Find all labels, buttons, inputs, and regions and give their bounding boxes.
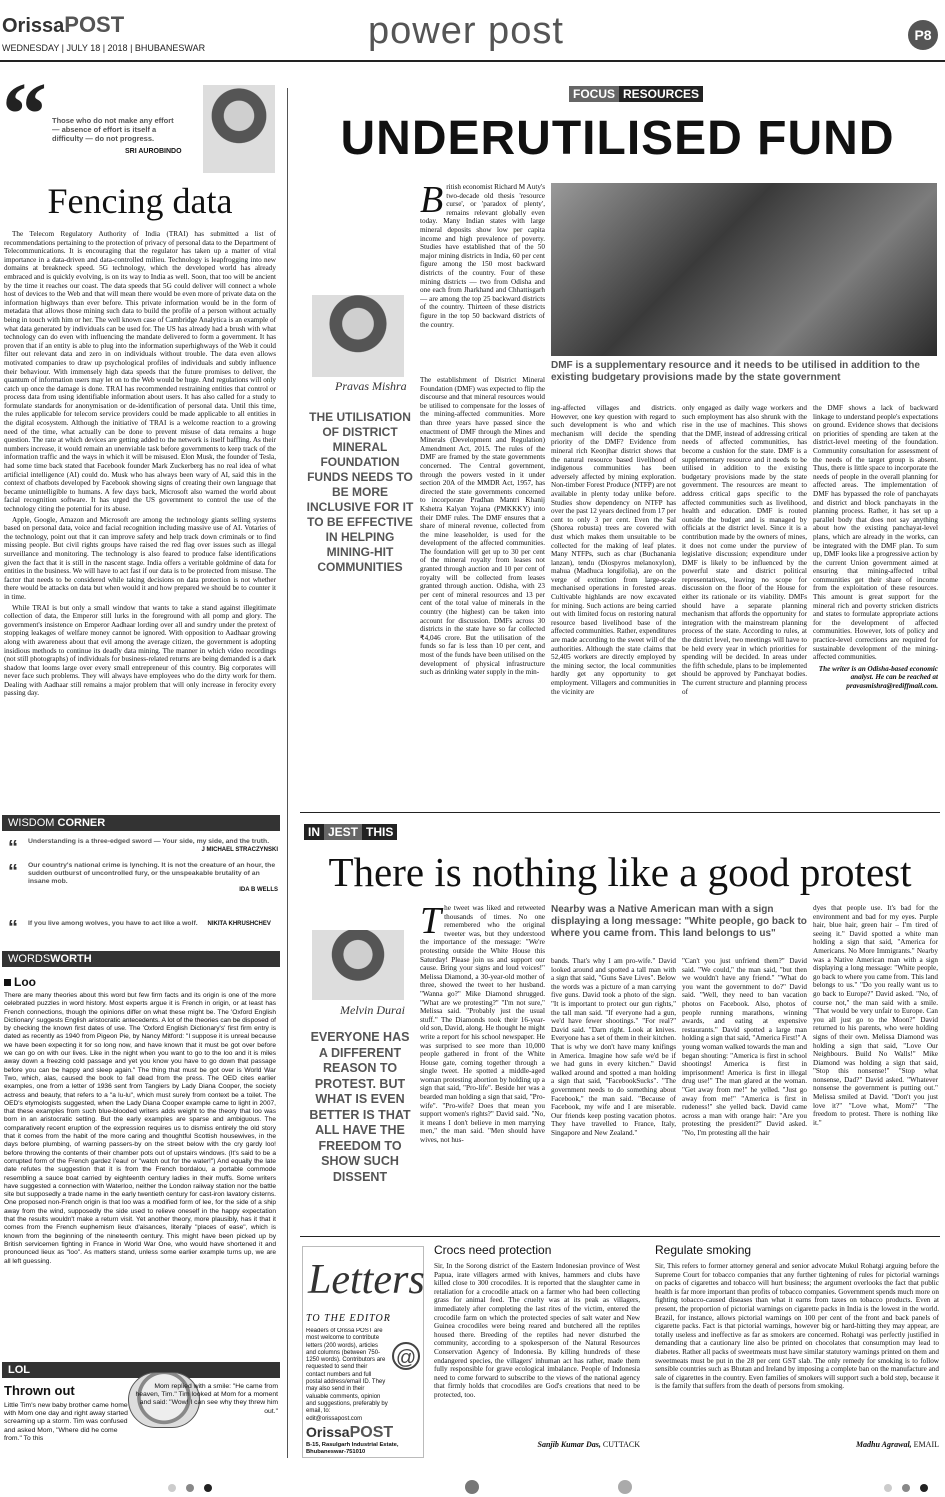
letter-2-sign [655, 1440, 939, 1449]
quote-mark: “ [2, 65, 47, 164]
letters-logo-2 [306, 1422, 424, 1442]
kicker-focus: FOCUS [569, 86, 619, 102]
author-note: The writer is an Odisha-based economic analyst. He can be reached at pravasmishra@rediffmail.com. [818, 664, 938, 690]
focus-intro-text: ritish economist Richard M Auty's two-decade old thesis 'resource curse', or 'paradox of plenty', remains relevant globally even today. Many Indian states with large mineral deposits show low per capita income and high prevalence of poverty. Studies have established that of the 50 major mining districts in India, 60 per cent figure among the 150 most backward districts of the country. Four of these mining districts — two from Odisha and one each from Jharkhand and Chhattisgarh — are among the top 25 backward districts of the country. Thirteen of these districts figure in the top 50 backward districts of the country. [420, 183, 545, 329]
registration-mark [884, 1484, 892, 1492]
dropcap: B [420, 183, 444, 221]
section-title: power post [368, 10, 564, 52]
focus-col-4-text: the DMF shows a lack of backward linkage to understand people's expectations on ground. Evidence shows that decisions on priorities of spending are taken at the district-level meeting of the foundation. Community consultation for assessment of the needs of the target group is absent. Thus, there is little space to incorporate the needs of people in the overall planning for affected areas. The implementation of DMF has bypassed the role of panchayats and district and block panchayats in the planning process. Rather, it has set up a parallel body that does not say anything about how the existing panchayat-level plans, which are already in the works, can be integrated with the DMF plan. To sum up, DMF looks like a progressive action by the current Union government aimed at ensuring that mining-affected tribal communities get their share of income from the exploitation of these resources. This amount is great support for the mineral rich and poverty stricken districts and states to formulate appropriate actions for the development of affected communities. However, lots of policy and practice-level corrections are required for sustainable development of the mining-affected communities. [813, 404, 938, 662]
letter-2-body: Sir, This refers to former attorney general and senior advocate Mukul Rohatgi arguing before the Supreme Court for tobacco companies that any further tightening of rules for pictorial warnings on packs of cigarettes and tobacco will hurt business; the argument overlooks the fact that public health is far more important than profits of tobacco companies. Government spends much more on fighting tobacco-caused diseases than what it earns from taxes on tobacco products. Even at present, the proportion of pictorial warnings on cigarette packs in India is the lowest in the world. Brazil, for instance, allows pictorial warnings on 100 per cent of the front and back panels of cigarette packs. Fact is that pictorial warnings, however big or hard-hitting they may appear, are totally useless and ineffective as far as smokers are concerned. Rohatgi was perfectly justified in demanding that a cautionary line also be printed on chocolates that consumption may lead to diabetes. Rather all packs of sweetmeats must have similar statutory warnings printed on them and sweetmeats must be put in the 28 per cent GST slab. The only remedy for smoking is to follow sensible countries such as Bhutan and Ireland by imposing a complete ban on the manufacture and sale of cigarettes in the country. Even families of smokers will support such a bold step, because it is the family that suffers from the death of persons from smoking. [655, 1262, 939, 1391]
focus-kicker [569, 86, 703, 102]
aurobindo-portrait [203, 85, 275, 173]
letters-info: Readers of Orissa POST are most welcome to contribute letters (200 words), articles and columns (between 750-1250 words). Contributors are requested to send their contact numbers and full postal address/email ID. They may also send in their valuable comments, opinion and suggestions, preferably by email, to: edit@orissapost.com [306, 1328, 388, 1422]
focus-col-2: ing-affected villages and districts. However, one key question with regard to such development is who and which mechanism will decide the spending priority of the DMF? Evidence from mineral rich Keonjhar district shows that the natural resource based livelihood of indigenous communities has been adversely affected by mining exploration. Non-timber Forest Produce (NTFP) are not available in plenty today unlike before. Studies show dependency on NTFP has over the past 12 years declined from 17 per cent to only 3 per cent. Even the Sal (Shorea robusta) trees are covered with dust which makes them unsuitable to be collected for the making of leaf plates. Many NTFPs, such as char (Buchanania lanzan), tendu (Diospyros melanoxylon), mahua (Madhuca longifolia), are on the verge of extinction from large-scale mechanised operations in forested areas. Cultivable highlands are now excavated for mining. Such actions are being carried out with limited focus on restoring natural resource based livelihood base of the affected communities. Rather, expenditures are made according to the sweet will of the authorities. Although the state claims that 52,405 workers are directly employed by the mining sector, the local communities hardly get any opportunity to get employment. Villagers and communities in the vicinity are [551, 404, 676, 696]
lol-body-2: Mom replied with a smile: "He came from heaven, Tim." Tim looked at Mom for a moment and said: "Wow! I can see why they threw him out." [135, 1383, 278, 1415]
masthead-logo [2, 12, 162, 38]
injest-deck: Nearby was a Native American man with a sign displaying a long message: "White people, go back to where you came from. This land belongs to us" [551, 904, 807, 939]
letter-1-body: Sir, In the Sorong district of the Eastern Indonesian province of West Papua, irate villagers armed with knives, hammers and clubs have killed close to 300 crocodiles. It is reported that the slaughter came in retaliation for a crocodile attack on a farmer who had been collecting grass for animal feed. The cruelty was at its peak as villagers, immediately after completing the last rites of the victim, entered the crocodile farm on which the protected species of salt water and New Guinea crocodiles were being reared and butchered all the reptiles housed there. Breeding of the reptiles had never disturbed the community, according to a spokesperson of the Natural Resources Conservation Agency of Indonesia. By killing hundreds of these endangered species, the villagers' inhuman act has rather, made them fully responsible for grave ecological imbalance. People of Indonesia need to come forward to subscribe to the views of the national agency that firmly holds that crocodiles are God's creations that need to be protected, too. [434, 1262, 640, 1399]
registration-mark [618, 1480, 632, 1494]
wordsworth-header-b: WORTH [50, 953, 92, 965]
letter-1-place: CUTTACK [602, 1440, 640, 1449]
section-rule [300, 1236, 940, 1237]
focus-headline: UNDERUTILISED FUND [340, 112, 895, 165]
injest-col-1-text: he tweet was liked and retweeted thousands of times. No one remembered who the original tweeter was, but they understood the importance of the message: "We're protesting outside the White House this Saturday! Please join us and support our cause. Bring your signs and loud voices!" Melissa Diamond, a 30-year-old mother of three, showed the tweet to her husband. "Wanna go?" Mike Diamond shrugged. "What are we protesting?" "I'm not sure," Melissa said. "Probably just the usual stuff." The Diamonds took their 16-year-old son, David, along. He thought he might write a report for his school newspaper. He was surprised to see more than 10,000 people gathered in front of the White House gate, coming together through a single tweet. He spotted a middle-aged woman protesting abortion by holding up a sign that said, "Pro-life". Beside her was a bearded man holding a sign that said, "Pro-wife". "Pro-wife? Does that mean you support women's rights?" David said. "No, it means I don't believe in men marrying men," the man said. "Men should have wives, not hus- [420, 904, 545, 1145]
mining-excavator-photo [551, 183, 937, 356]
editorial-para-2: Apple, Google, Amazon and Microsoft are among the technology giants selling systems based on personal data, voice and facial recognition including massive use of AI. Votaries of the technology, point out that it can improve safety and help track down criminals or to find missing people. But civil rights groups have raised the red flag over issues such as illegal surveillance and monitoring. The technology is also feared to produce false identifications given the fact that it is still in the nascent stage. India offers a veritable goldmine of data for entities in the business. We will have to act fast if our data is to be protected from misuse. The factor that needs to be considered while taking decisions on data protection is not whether there would be attacks on data but when would it and how prepared we should be to counter it in time. [4, 515, 276, 601]
masthead-rule [0, 60, 945, 62]
section-rule [300, 812, 940, 813]
wisdom-author: IDA B WELLS [239, 887, 278, 893]
focus-col-1: The establishment of District Mineral Foundation (DMF) was expected to flip the discourse and that mineral resources would be utilised to compensate for the losses of the mining-affected communities. More than three years have passed since the enactment of DMF through the Mines and Minerals (Development and Regulation) Amendment Act, 2015. The rules of the DMF are framed by the state governments concerned. The Central government, through the powers vested in it under section 20A of the MMDR Act, 1957, has directed the state governments concerned to incorporate Pradhan Mantri Khanij Kshetra Kalyan Yojana (PMKKKY) into their DMF rules. The DMF ensures that a share of mineral revenue, collected from the mine leaseholder, is used for the development of the affected communities. The foundation will get up to 30 per cent of the mineral royalty from leases not granted through auction and 10 per cent of royalty will be collected from leases granted through auction. Odisha, with 23 per cent of mineral resources and 13 per cent of the total value of minerals in the country (the highest) can be taken into account for discussion. DMFs across 30 districts in the state have so far collected ₹4,046 crore. But the utilisation of the funds so far is less than 10 per cent, and most of the funds have been utilised on the development of physical infrastructure such as drinking water supply in the min- [420, 376, 545, 677]
column-divider [287, 88, 288, 1458]
letter-2-author: Madhu Agrawal, [855, 1440, 912, 1449]
page-number: P8 [908, 20, 938, 50]
injest-col-1 [420, 904, 545, 1230]
registration-mark [168, 1484, 176, 1492]
pravas-mishra-photo [312, 295, 404, 377]
lol-body: Little Tim's new baby brother came home with Mom one day and right away started screaming up a storm. Tim was confused and asked Mom, "Where did he come from." To this [4, 1402, 128, 1442]
wisdom-item [8, 917, 278, 939]
wordsworth-header-a: WORDS [8, 953, 51, 965]
dateline: WEDNESDAY | JULY 18 | 2018 | BHUBANESWAR [2, 43, 206, 53]
editorial-body [4, 230, 276, 818]
wisdom-text: If you live among wolves, you have to act like a wolf. [28, 920, 198, 927]
focus-caption: DMF is a supplementary resource and it needs to be utilised in addition to the existing budgetary provisions made by the state government [551, 360, 920, 383]
quote-icon: “ [8, 837, 18, 859]
focus-col-3: only engaged as daily wage workers and such employment has also shrunk with the rise in the use of machines. This shows that the DMF, instead of addressing critical needs of affected communities, has become a cushion for the state. DMF is a supplementary resource and it needs to be utilised in addition to the existing budgetary provisions made by the state government. The resources are meant to address critical gaps specific to the affected communities such as livelihood, health and education. DMF is routed outside the budget and is managed by officials at the district level. Since it is a contribution made by the owners of mines, it does not come under the purview of legislative discussion; expenditure under DMF is likely to be influenced by the powerful state and district political representatives, leaving no scope for discussion on the floor of the House for either its rationale or its viability. DMFs should have a separate planning mechanism that affords the opportunity for integration with the mainstream planning process of the state. According to rules, at the district level, two meetings will have to be held every year in which priorities for spending will be decided. In areas under the fifth schedule, plans to be implemented should be approved by Panchayat bodies. The current structure and planning process of [682, 404, 807, 696]
wisdom-author: NIKITA KHRUSHCHEV [207, 921, 271, 927]
focus-pullquote: THE UTILISATION OF DISTRICT MINERAL FOUNDATION FUNDS NEEDS TO BE MORE INCLUSIVE FOR IT TO BE EFFECTIVE IN HELPING MINING-HIT COMMUNITIES [306, 410, 414, 574]
logo-big: POST [349, 1424, 394, 1441]
dropcap: T [420, 904, 442, 942]
focus-byline: Pravas Mishra [335, 379, 407, 393]
registration-mark [204, 1484, 212, 1492]
wisdom-item [8, 862, 278, 894]
logo-small: Orissa [306, 1424, 350, 1440]
letter-1-title: Crocs need protection [434, 1243, 552, 1257]
injest-col-4: dyes that people use. It's bad for the environment and bad for my eyes. Purple hair, blue hair, green hair – I'm tired of seeing it." David spotted a white man holding a sign that said, "America for Americans. No More Immigrants." Nearby was a Native American man with a sign displaying a long message: "White people, go back to where you came from. This land belongs to us." "Do you really want us to go back to Europe?" David asked. "No, of course not," the man said with a smile. "That would be very unfair to Europe. Can you all just go to the Moon?" David returned to his parents, who were holding signs of their own. Melissa Diamond was holding a sign that said, "Love Our Neighbours. Build No Walls!" Mike Diamond was holding a sign that said, "Stop this nonsense!" "Stop what nonsense, Dad?" David asked. "Whatever nonsense the government is putting out." Melissa smiled at David. "Don't you just love it?" "Love what, Mom?" "The freedom to protest. There is nothing like it." [813, 904, 938, 1127]
lol-title: Thrown out [4, 1383, 75, 1398]
wisdom-header-b: CORNER [57, 817, 106, 829]
lol-header: LOL [2, 1362, 280, 1378]
wisdom-header [2, 815, 280, 831]
quote-icon: “ [8, 917, 18, 939]
letter-2-title: Regulate smoking [655, 1243, 752, 1257]
quote-text: Those who do not make any effort — absence of effort is itself a difficulty — do not progress. [52, 116, 174, 143]
wisdom-author: J MICHAEL STRACZYNSKI [201, 847, 278, 853]
focus-col-4 [813, 404, 938, 794]
editorial-para-1: The Telecom Regulatory Authority of India (TRAI) has submitted a list of recommendations pertaining to the protection of privacy of personal data to the Department of Telecommunications. It is encouraging that the regulator has taken up a matter of vital importance in a data-driven and data-controlled milieu. Technology is leapfrogging into new domains at breakneck speed. 5G technology, which the developed world has already embraced and is quickly evolving, is on its way to India as well. Soon, that too will be ancient by the time it reaches our coast. The data speeds that 5G could deliver will connect a whole host of devices to the Web and that will mean there would be even more of private data on the information highways than ever before. This private information would be in the form of metadata that allows those mining such data to build the profile of a person without actually being in touch with him or her. The well known case of Cambridge Analytica is an example of what data generated by individuals can be used for. The US has already had a brush with what technology can do even with influencing the mandate delivered to form a government. It has proven that if an entity is able to plug into the information superhighways of the Web it could filter out relevant data and zero in on individuals without trouble. The data even allows motivated companies to draw up psychological profiles of individuals and subtly influence their behaviour. With immensely high data speeds that the future promises to deliver, the quantum of information users may let on to the Web would be huge. And regulations will only catch up once the damage is done. TRAI has recommended restraining entities that control or process data from using identifiable information about users. It has also called for a study to formulate standards for anonymisation or de-identification of personal data. Until this time, the rules applicable for telecom service providers could be made applicable to all entities in the digital ecosystem. Although the initiative of TRAI is a welcome reaction to a growing need of the time, what actually can be done to prevent misuse of data remains a huge question. The rate at which devices are getting added to the network is itself baffling. As their numbers increase, it would remain an unenviable task before governments to keep track of the information traffic and the ways in which it will be misused. Elon Musk, the founder of Tesla, had some time back stated that Facebook founder Mark Zuckerberg has no real idea of what artificial intelligence (AI) could do. Musk who has always been wary of AI, said this in the context of chatbots developed by Facebook showing signs of creating their own language that became unintelligible to humans. A few days back, Microsoft also warned the world about facial recognition software. It has urged the US government to control the use of the technology citing the potential for its abuse. [4, 230, 276, 513]
injest-kicker [304, 824, 397, 840]
injest-pullquote: EVERYONE HAS A DIFFERENT REASON TO PROTEST. BUT WHAT IS EVEN BETTER IS THAT ALL HAVE THE FREEDOM TO SHOW SUCH DISSENT [309, 1030, 411, 1184]
melvin-durai-photo [312, 930, 404, 1000]
editorial-para-3: While TRAI is but only a small window that wants to take a stand against illegitimate collection of data, the Emperor still lurks in the foreground with all pomp and glory. The government's insistence on Emperor Aadhaar lording over all and sundry under the pretext of stopping leakages of welfare money cannot be ignored. With opposition to Aadhaar growing along with awareness about that evil among the average citizen, the government is adopting insidious methods to continue its deadly data mining. The manner in which video recordings (not still photographs) of individuals for business-related returns are being demanded is a dark shadow that looms large over every small entrepreneur of this country. Big corporates will never face such problems. They will always have employees who do the dirty work for them. Dealing with Aadhaar still remains a major problem that will only increase in ferocity every passing day. [4, 603, 276, 698]
focus-intro [420, 183, 545, 373]
logo-small: Orissa [2, 15, 65, 37]
letters-logo: Letters [308, 1257, 425, 1303]
registration-mark [902, 1484, 910, 1492]
logo-big: POST [64, 12, 125, 37]
injest-col-3: "Can't you just unfriend them?" David said. "We could," the man said, "but then we wouldn't have any friend." "What do you want the government to do?" David said. "Well, they need to ban vacation photos on Facebook. Also, photos of people running marathons, winning awards, and eating at expensive restaurants." David spotted a large man holding a sign that said, "America First!" A young woman walked towards the man and began shouting: "America is first in school shootings! America is first in imprisonment! America is first in illegal drug use!" The man glared at the woman. "Get away from me!" he yelled. "Just go away from me!" "America is first in rudeness!" she yelled back. David came across a man with orange hair: "Are you protesting the president?" David asked. "No, I'm protesting all the hair [682, 957, 807, 1137]
wordsworth-body: There are many theories about this word but few firm facts and its origin is one of the more celebrated puzzles in word history. Most experts argue it is French in origin, or at least has French connections, though the opinions differ on what these might be. The 'Oxford English Dictionary' suggests English aristocratic antecedents. A lot of the theories can be disposed of by checking the known first dates of use. The 'Oxford English Dictionary's' first firm entry is dated as recently as 1940 from Pigeon Pie, by Nancy Mitford: "I suppose it is unreal because we have been expecting it for so long now, and have known that it must be got over before we can go on with our lives. Like in the night when you want to go to the loo and it is miles away down a freezing cold passage and yet you know you have to go down that passage before you can be happy and sleep again." The thing that must be got over is World War Two, which, alas, caused the book to fall dead from the press. The OED cites earlier examples, one from a letter of 1936 sent from Tangiers by Lady Diana Cooper, the society actress and beauty, that refers to a "a lu-lu", which must surely from context be a toilet. The OED's etymologists suggested, when the Lady Diana Cooper example came to light in 2007, that these examples from such blue-blooded writers adds weight to the theory that loo was born in an aristocratic setting. But the early examples are sparse and ambiguous. The comparatively recent eruption of the expression requires us to dismiss entirely the old story that it comes from the habit of the more caring and thoughtful Scottish housewives, in the days before plumbing, of warning passers-by on the street below with the cry gardy loo! before throwing the contents of their chamber pots out of upstairs windows. (It's said to be a corrupted form of the French gardez l'eau! or "watch out for the water!") And equally the late date refutes the suggestion that it is from the French bordalou, a portable commode resembling a sauce boat carried by eighteenth century ladies in their muffs. Some writers have suggested a connection with Waterloo, neither the London railway station nor the battle site but supposedly a trade name in the early twentieth century for cast-iron lavatory cisterns. One proposed non-French origin is that loo was a modified form of lee, for the side of a ship away from the wind, supposedly the side used to relieve oneself in the happy expectation that the results wouldn't make a return visit. Yet another theory, more plausibly, has it that it comes from the French euphemism lieux d'aisances, literally "places of ease", which is known from the beginning of the nineteenth century. This might have been picked up by British servicemen fighting in France in World War One, who would have shortened it and pronounced lieux as "loo". As matters stand, unless some earlier example turns up, we are all left guessing. [4, 992, 276, 1265]
wisdom-header-a: WISDOM [8, 817, 55, 829]
injest-headline: There is nothing like a good protest [328, 849, 912, 895]
injest-byline: Melvin Durai [340, 1003, 405, 1017]
wisdom-text: Our country's national crime is lynching. It is not the creature of an hour, the sudden outburst of uncontrolled fury, or the unspeakable brutality of an insane mob. [28, 862, 276, 885]
letter-1-sign [434, 1440, 640, 1449]
registration-mark [920, 1484, 928, 1492]
square-bullet-icon [4, 979, 11, 986]
wordsworth-word [4, 975, 36, 989]
quote-author: SRI AUROBINDO [125, 148, 182, 155]
injest-col-2: bands. That's why I am pro-wife." David looked around and spotted a tall man with a sign that said, "Guns Save Lives". Below the words was a picture of a man carrying five guns. David took a photo of the sign. "It is important to protect our gun rights," the tall man said. "If everyone had a gun, we'd have fewer shootings." "For real?" David said. "Darn right. Look at knives. Everyone has a set of them in their kitchen. That is why we don't have many knifings in America. Imagine how safe we'd be if we had guns in every kitchen." David walked around and spotted a man holding a sign that said, "FacebookSucks". "The government needs to do something about Facebook," the man said. "Because of Facebook, my wife and I are miserable. Our friends keep posting vacation photos. They have travelled to France, Italy, Singapore and New Zealand." [551, 957, 676, 1137]
quote-icon: “ [8, 861, 18, 883]
wisdom-text: Understanding is a three-edged sword — Your side, my side, and the truth. [28, 838, 270, 845]
at-sign-icon: @ [392, 1342, 420, 1370]
word-label: Loo [14, 975, 36, 989]
kicker-resources: RESOURCES [619, 86, 703, 102]
wordsworth-header [2, 951, 280, 967]
letters-logo-sub: TO THE EDITOR [306, 1313, 391, 1324]
letter-1-author: Sanjib Kumar Das, [537, 1440, 601, 1449]
registration-mark [186, 1484, 194, 1492]
editorial-headline: Fencing data [47, 181, 233, 221]
letter-2-place: EMAIL [913, 1440, 939, 1449]
registration-mark [465, 1480, 479, 1494]
kicker-in: IN [304, 824, 324, 840]
letters-address: B-15, Rasulgarh Industrial Estate, Bhubaneswar-751010 [306, 1442, 399, 1455]
kicker-jest: JEST [324, 824, 362, 840]
kicker-this: THIS [362, 824, 397, 840]
wisdom-item [8, 837, 278, 859]
